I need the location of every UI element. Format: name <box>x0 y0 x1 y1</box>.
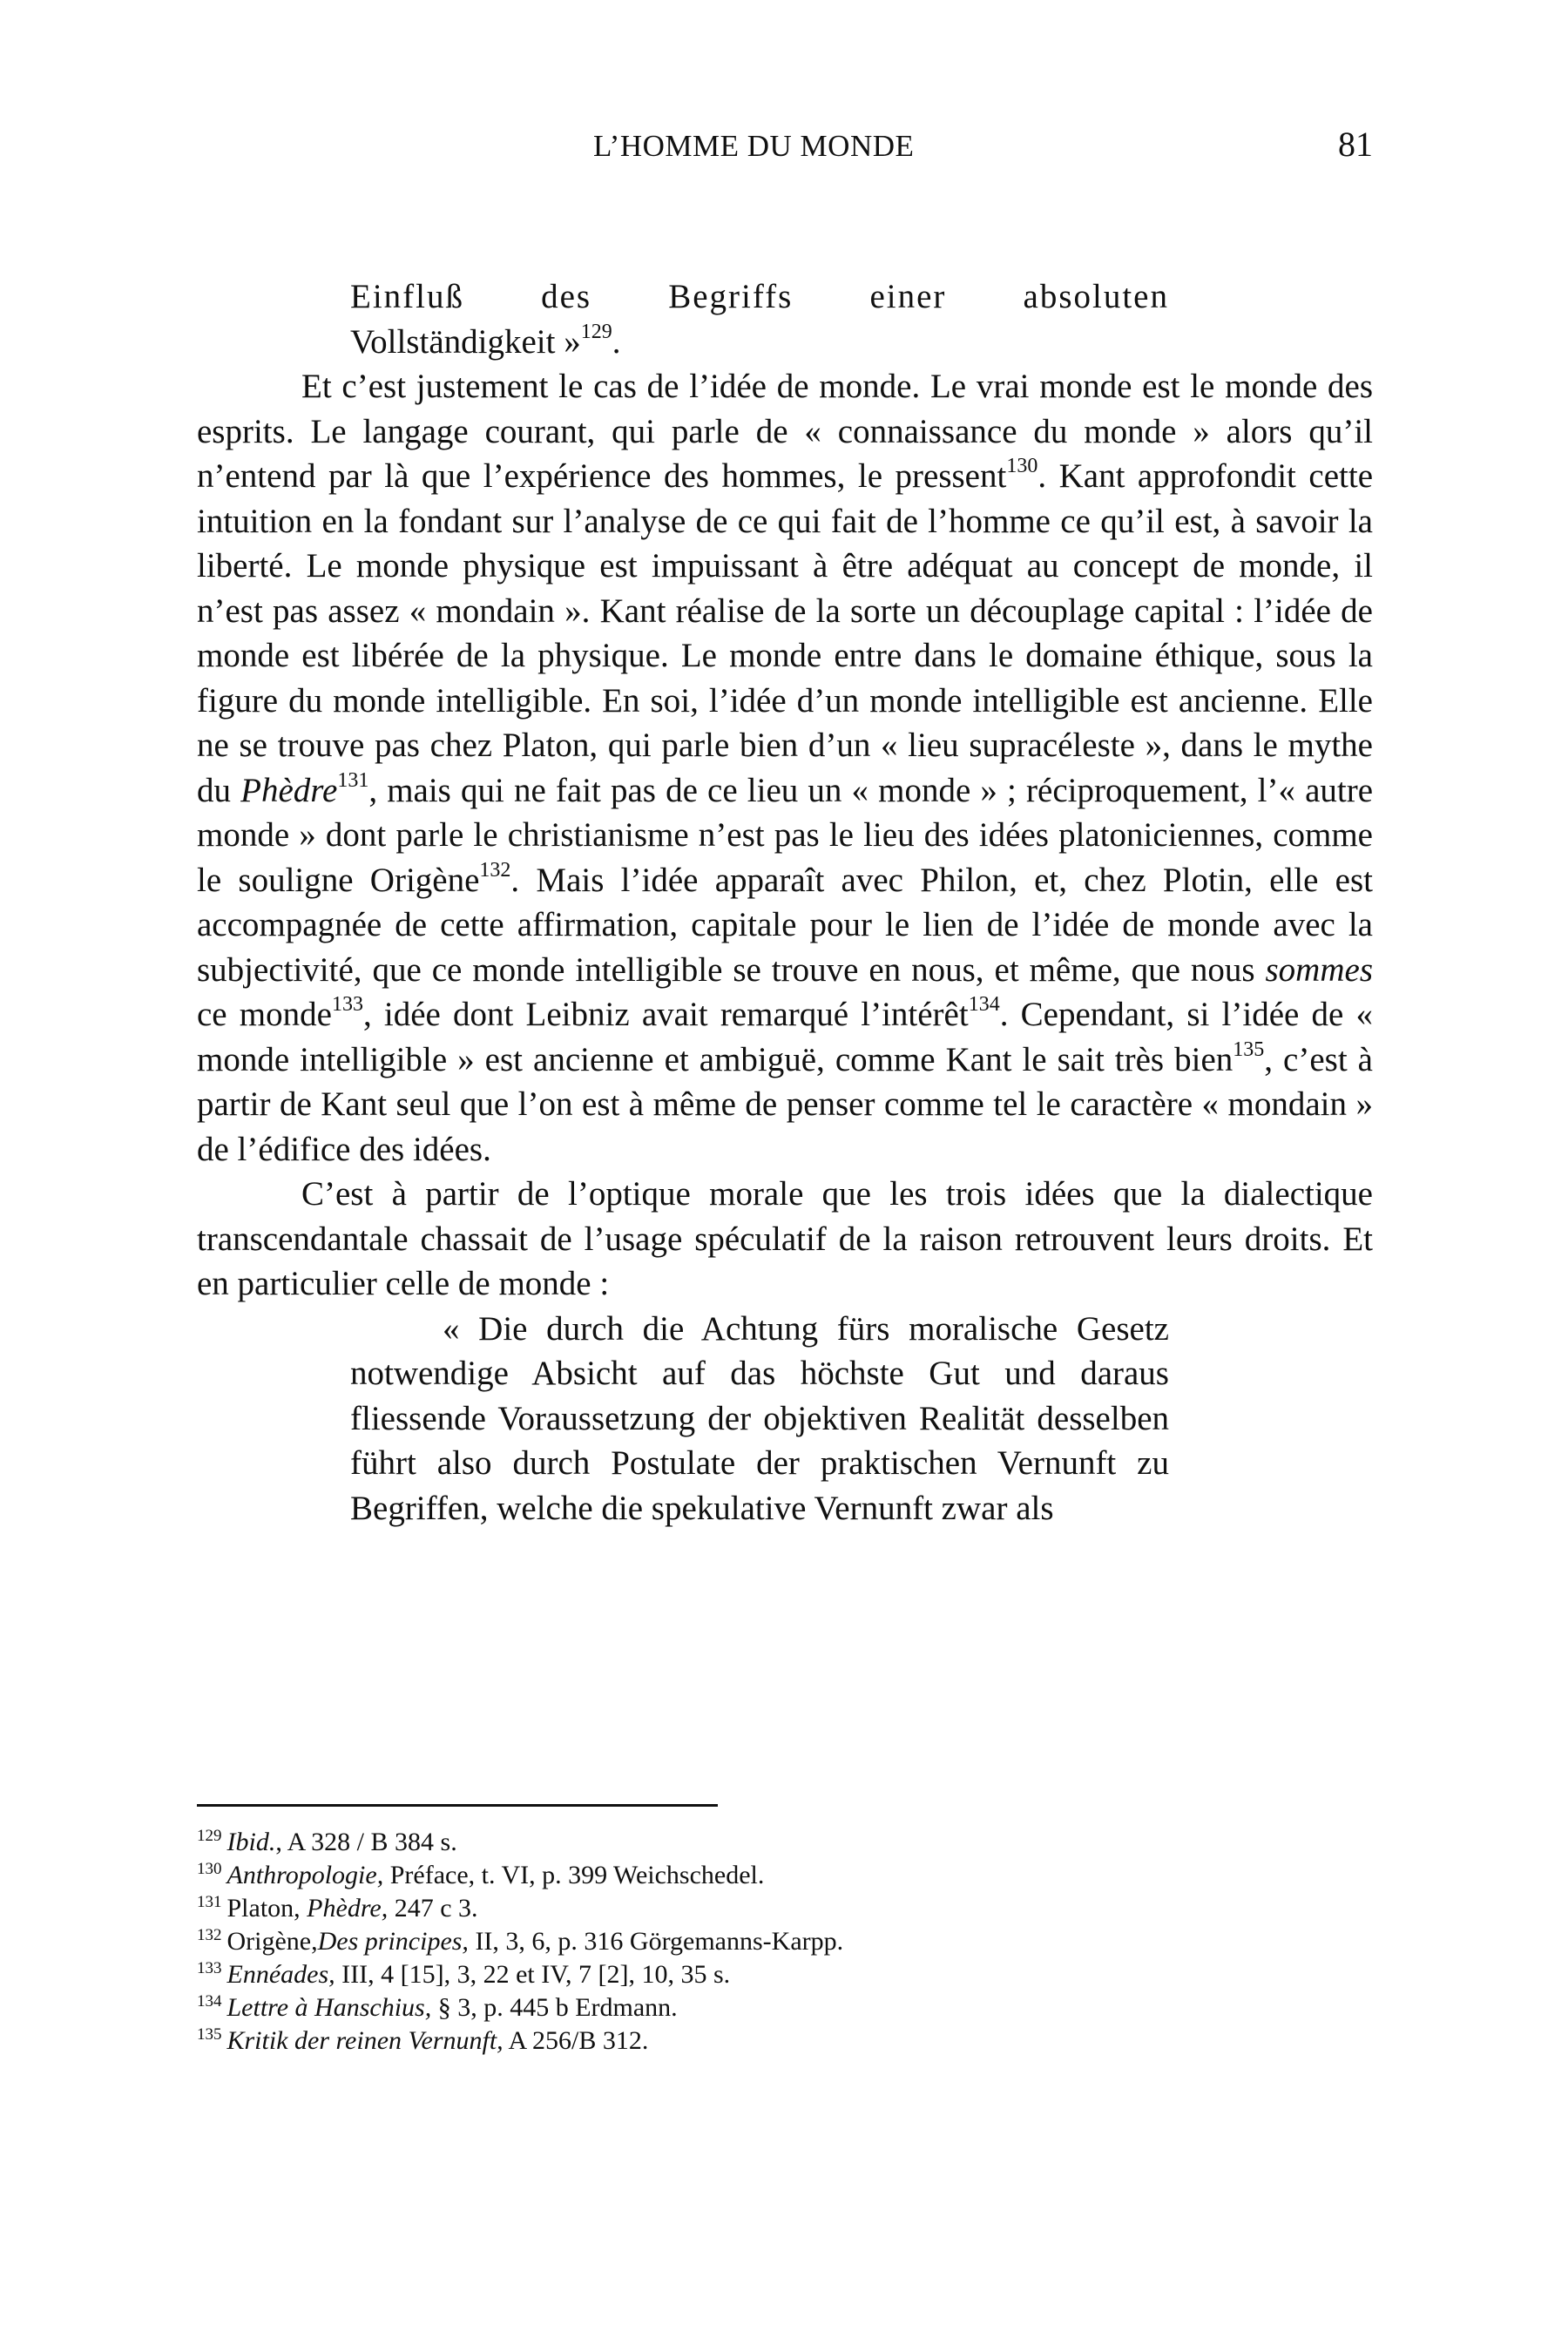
footnote-separator <box>197 1804 718 1807</box>
footnote: $^{129}$ Ibid., A 328 / B 384 s. <box>197 1827 457 1856</box>
footnote: $^{135}$ Kritik der reinen Vernunft, A 256/B 312. <box>197 2025 649 2055</box>
block-quote-top <box>350 274 1169 364</box>
footnote-ref: 131 <box>337 768 369 792</box>
footnote-ref: 129 <box>580 320 612 343</box>
footnote-ref: 135 <box>1233 1037 1265 1061</box>
quote-line: Einfluß des Begriffs einer absoluten <box>350 278 1169 315</box>
footnote-ref: 132 <box>479 858 511 882</box>
footnote-ref: 130 <box>1006 455 1038 477</box>
footnote: $^{131}$ Platon, Phèdre, 247 c 3. <box>197 1893 478 1923</box>
footnote: $^{132}$ Origène,Des principes, II, 3, 6, p. 316 Görgemanns-Karpp. <box>197 1926 844 1956</box>
footnote: $^{130}$ Anthropologie, Préface, t. VI, p. 399 Weichschedel. <box>197 1860 765 1889</box>
running-title: L’HOMME DU MONDE <box>593 129 915 163</box>
main-text <box>197 274 1373 1531</box>
block-quote-bottom: « Die durch die Achtung fürs moralische Gesetz notwendige Absicht auf das höchste Gut und daraus fliessende Voraussetzung der objektiven Realität desselben führt also durch Postulate der praktischen Vernunft zu Begriffen, welche die spekulative Vernunft zwar als <box>350 1309 1169 1527</box>
quote-line: Vollständigkeit »$^{129}$. <box>350 320 621 361</box>
page-header <box>197 120 1373 172</box>
italic-word: sommes <box>1265 950 1373 989</box>
page-number: 81 <box>1338 125 1373 164</box>
footnote-ref: 133 <box>331 993 363 1016</box>
footnote-ref: 134 <box>968 993 1000 1016</box>
footnotes <box>197 1826 1373 2058</box>
italic-title: Phèdre <box>240 771 338 809</box>
footnote: $^{133}$ Ennéades, III, 4 [15], 3, 22 et IV, 7 [2], 10, 35 s. <box>197 1959 731 1989</box>
paragraph: Et c’est justement le cas de l’idée de monde. Le vrai monde est le monde des esprits. Le langage courant, qui parle de « connaissance du monde » alors qu’il n’entend par là que l’expérience des hommes, le pressent$^{130}$. Kant approfondit cette intuition en la fondant sur l’analyse de ce qui fait de l’homme ce qu’il est, à savoir la liberté. Le monde physique est impuissant à être adéquat au concept de monde, il n’est pas assez « mondain ». Kant réalise de la sorte un découplage capital : l’idée de monde est libérée de la physique. Le monde entre dans le domaine éthique, sous la figure du monde intelligible. En soi, l’idée d’un monde intelligible est ancienne. Elle ne se trouve pas chez Platon, qui parle bien d’un « lieu supracéleste », dans le mythe du Phèdre$^{131}$, mais qui ne fait pas de ce lieu un « monde » ; réciproquement, l’« autre monde » dont parle le christianisme n’est pas le lieu des idées platoniciennes, comme le souligne Origène$^{132}$. Mais l’idée apparaît avec Philon, et, chez Plotin, elle est accompagnée de cette affirmation, capitale pour le lien de l’idée de monde avec la subjectivité, que ce monde intelligible se trouve en nous, et même, que nous sommes ce monde$^{133}$, idée dont Leibniz avait remarqué l’intérêt$^{134}$. Cependant, si l’idée de « monde intelligible » est ancienne et ambiguë, comme Kant le sait très bien$^{135}$, c’est à partir de Kant seul que l’on est à même de penser comme tel le caractère « mondain » de l’édifice des idées. <box>197 368 1374 1168</box>
footnote: $^{134}$ Lettre à Hanschius, § 3, p. 445 b Erdmann. <box>197 1992 678 2022</box>
paragraph: C’est à partir de l’optique morale que les trois idées que la dialectique transcendantale chassait de l’usage spéculatif de la raison retrouvent leurs droits. Et en particulier celle de monde : <box>197 1175 1373 1302</box>
